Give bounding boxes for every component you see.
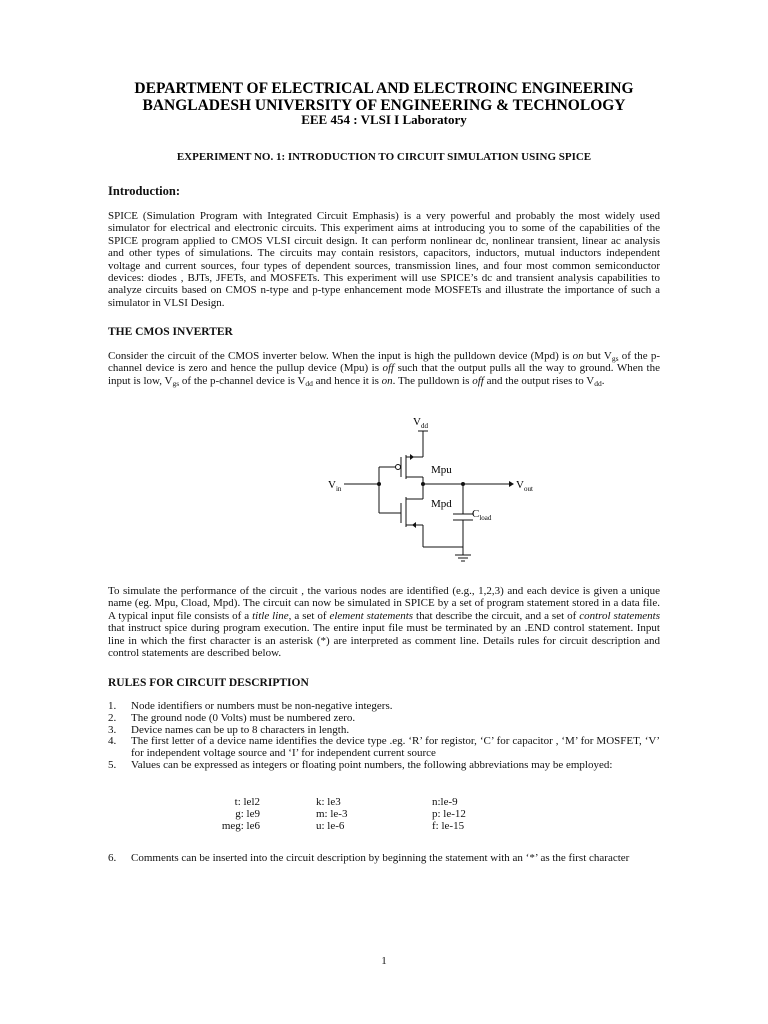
- abbreviations-column-2: k: le3 m: le-3 u: le-6: [316, 796, 348, 832]
- vout-label: $V_{out}$: [516, 479, 533, 493]
- output-arrow: [509, 481, 514, 487]
- pmos-arrow: [410, 454, 414, 460]
- introduction-text: SPICE (Simulation Program with Integrated Circuit Emphasis) is a very powerful and probably the most widely used simulator for electrical and electronic circuits. This experiment aims at introducing you to some of the capabilities of the SPICE program applied to CMOS VLSI circuit design. It can perform nonlinear dc, nonlinear transient, linear ac analysis and other types of simulations. The circuits may contain resistors, capacitors, inductors, mutual inductors independent voltage and current sources, four types of dependent sources, transmission lines, and four most common semiconductor devices: diodes , BJTs, JFETs, and MOSFETs. This experiment will use SPICE’s dc and transient analysis capabilities to analyze circuits based on CMOS n-type and p-type enhancement mode MOSFETs and illustrate the importance of such a simulator in VLSI Design.: [108, 210, 660, 309]
- vdd-label: $V_{dd}$: [413, 416, 428, 430]
- rules-list: [108, 701, 660, 772]
- department-title: DEPARTMENT OF ELECTRICAL AND ELECTROINC ENGINEERING: [134, 80, 634, 97]
- introduction-paragraph: [108, 210, 660, 309]
- cload-label: $C_{load}$: [472, 508, 492, 522]
- abbreviations-column-1: t: lel2 g: le9 meg: le6: [221, 796, 260, 832]
- cmos-inverter-heading: THE CMOS INVERTER: [108, 326, 233, 338]
- mpu-label: Mpu: [431, 464, 452, 476]
- list-item: 6. Comments can be inserted into the circuit description by beginning the statement with an ‘*’ as the first character: [108, 852, 630, 864]
- university-title: BANGLADESH UNIVERSITY OF ENGINEERING & TECHNOLOGY: [142, 97, 626, 114]
- mpd-label: Mpd: [431, 498, 452, 510]
- course-title: EEE 454 : VLSI I Laboratory: [301, 112, 467, 127]
- page-number: 1: [381, 955, 387, 967]
- list-item: 4. The first letter of a device name identifies the device type .eg. ‘R’ for registor, ‘C’ for capacitor , ‘M’ for MOSFET, ‘V’ for independent voltage source and ‘I’ for independent current source: [108, 735, 660, 760]
- simulation-paragraph: To simulate the performance of the circuit , the various nodes are identified (e.g., 1,2,3) and each device is given a unique name (eg. Mpu, Cload, Mpd). The circuit can now be simulated in SPICE by a set of program statement stored in a data file. A typical input file consists of a title line, a set of element statements that describe the circuit, and a set of control statements that instruct spice during program execution. The entire input file must be terminated by an .END control statement. Input line in which the first character is an asterisk (*) are interpreted as comment line. Details rules for circuit description and control statements are described below.: [108, 585, 660, 660]
- cmos-inverter-schematic: [300, 405, 560, 575]
- nmos-arrow: [412, 522, 416, 528]
- rules-heading: RULES FOR CIRCUIT DESCRIPTION: [108, 677, 309, 689]
- list-item: 2. The ground node (0 Volts) must be numbered zero.: [108, 711, 356, 724]
- input-node: [377, 482, 381, 486]
- vin-label: $V_{in}$: [328, 479, 342, 493]
- list-item: 5. Values can be expressed as integers or floating point numbers, the following abbreviations may be employed:: [108, 758, 613, 771]
- abbreviations-column-3: n:le-9 p: le-12 f: le-15: [432, 796, 466, 832]
- pmos-bubble: [396, 465, 401, 470]
- rules-list-continued: [108, 853, 660, 865]
- list-item: 3. Device names can be up to 8 characters in length.: [108, 723, 350, 736]
- cmos-paragraph: Consider the circuit of the CMOS inverter below. When the input is high the pulldown device (Mpd) is on but $V_{gs}$ of the p-channel device is zero and hence the pullup device (Mpu) is off such that the output pulls all the way to ground. When the input is low, $V_{gs}$ of the p-channel device is $V_{dd}$ and hence it is on. The pulldown is off and the output rises to $V_{dd}$.: [108, 350, 660, 388]
- experiment-title: EXPERIMENT NO. 1: INTRODUCTION TO CIRCUIT SIMULATION USING SPICE: [176, 151, 592, 163]
- output-node: [421, 482, 425, 486]
- introduction-heading: Introduction:: [108, 184, 181, 198]
- list-item: 1. Node identifiers or numbers must be non-negative integers.: [108, 700, 393, 712]
